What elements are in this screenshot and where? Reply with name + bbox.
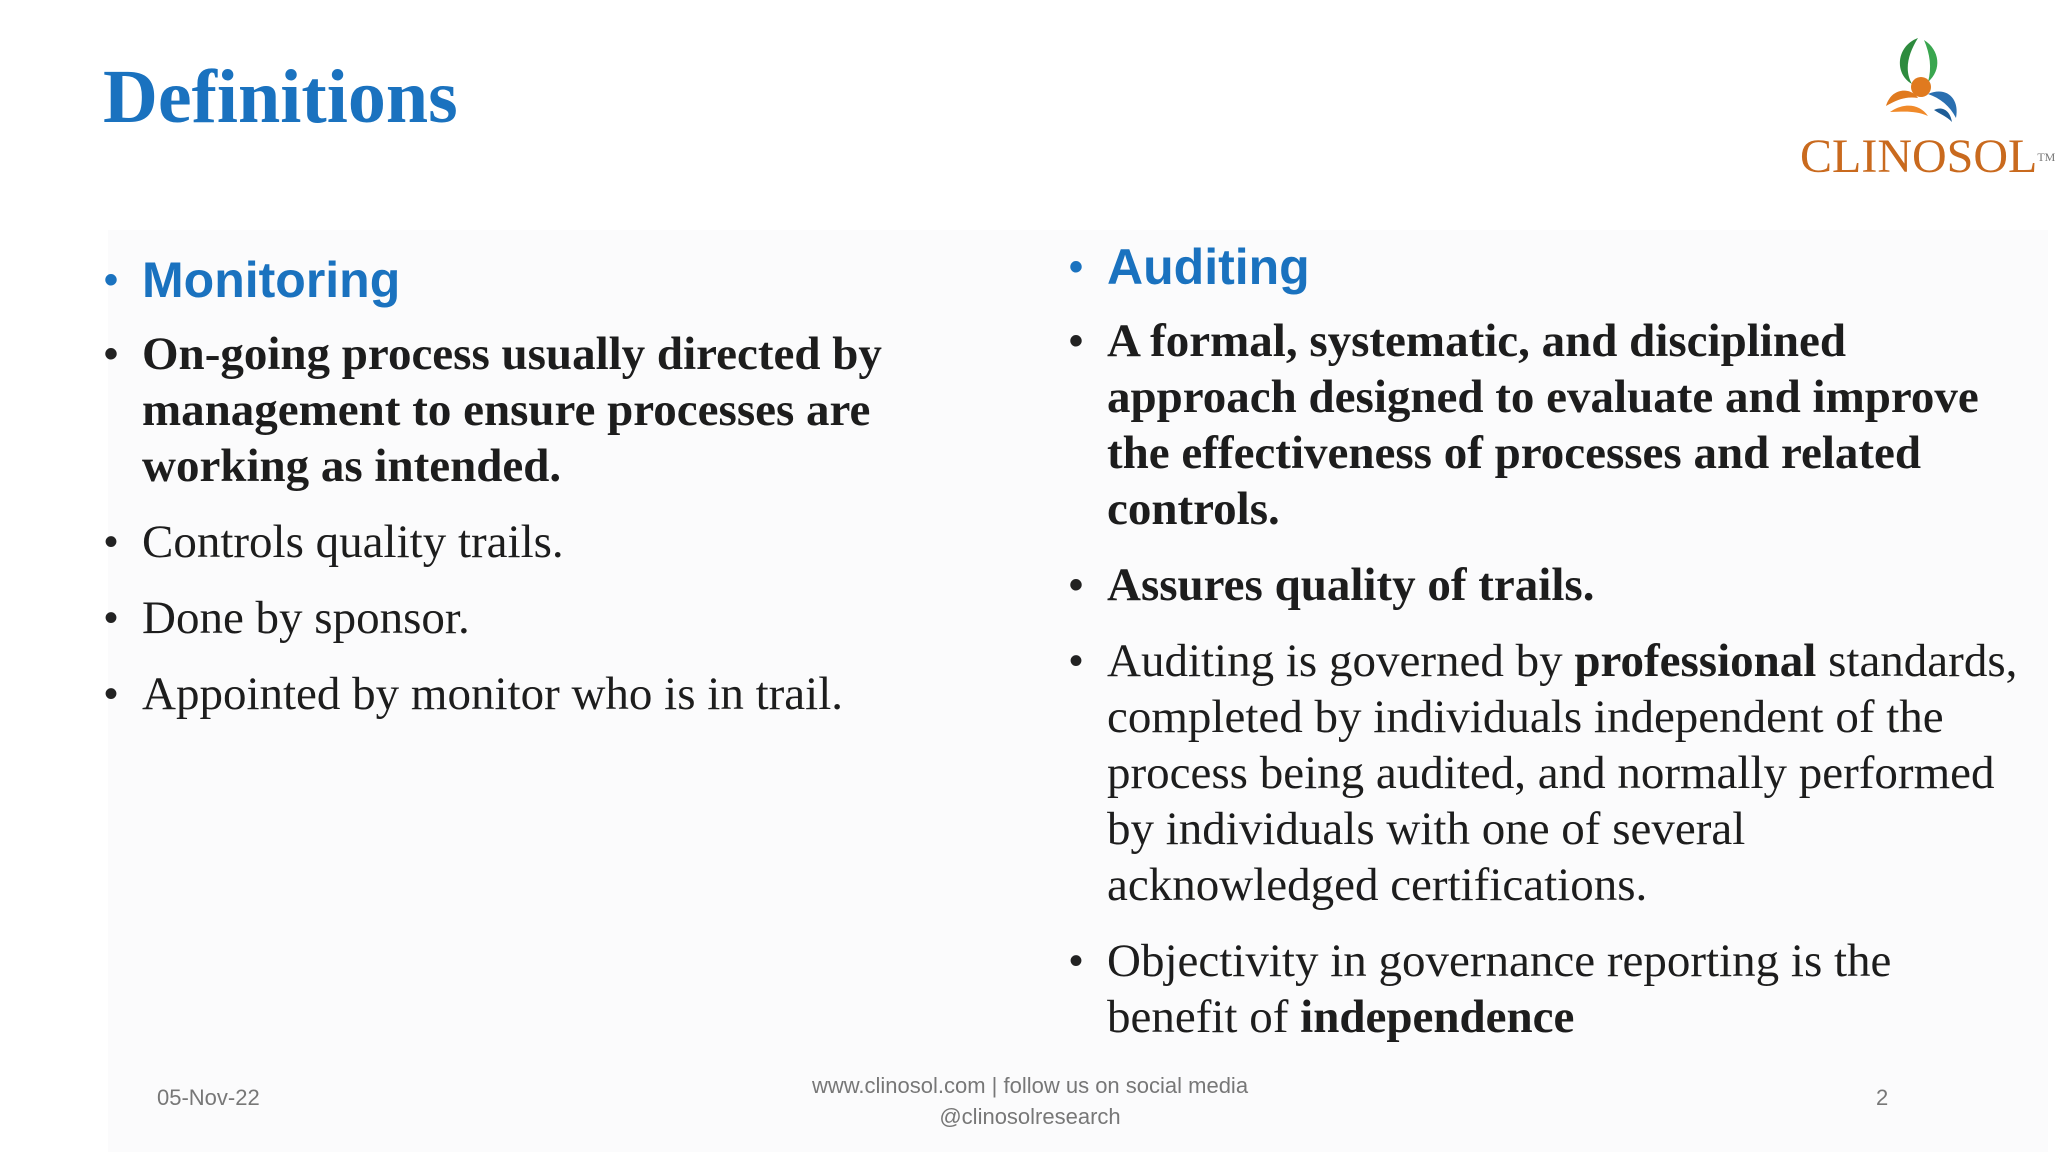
monitoring-point-2: • Controls quality trails. — [100, 514, 890, 570]
footer-date: 05-Nov-22 — [157, 1085, 260, 1110]
auditing-point-4 — [1065, 933, 2025, 1045]
footer-center — [760, 1070, 1300, 1132]
footer-handle: @clinosolresearch — [939, 1104, 1121, 1129]
footer-website: www.clinosol.com | follow us on social media — [811, 1073, 1249, 1098]
footer-page-number: 2 — [1876, 1085, 1889, 1110]
auditing-point-3-text-b: standards, completed by individuals independent of the process being audited, and normally performed by individuals with one of several acknowledged certifications. — [1107, 635, 2018, 911]
slide-title: Definitions — [103, 55, 458, 139]
auditing-point-3 — [1065, 633, 2025, 913]
monitoring-heading: • Monitoring — [100, 250, 890, 310]
monitoring-point-4: • Appointed by monitor who is in trail. — [100, 666, 890, 722]
auditing-point-3-text-a: Auditing is governed by — [1107, 635, 1575, 687]
logo-trademark: TM — [2037, 150, 2055, 164]
auditing-column — [1065, 237, 2025, 1117]
monitoring-point-1: • On-going process usually directed by management to ensure processes are working as intended. — [100, 326, 890, 494]
auditing-point-3-emphasis: professional — [1574, 635, 1817, 687]
auditing-heading: • Auditing — [1065, 237, 2025, 297]
clinosol-logo — [1800, 32, 2055, 183]
logo-wordmark — [1800, 127, 2055, 187]
monitoring-point-3: • Done by sponsor. — [100, 590, 890, 646]
auditing-point-2: • Assures quality of trails. — [1065, 557, 2025, 613]
logo-text: CLINOSOL — [1800, 130, 2038, 183]
logo-emblem-icon — [1800, 32, 2045, 132]
auditing-point-4-emphasis: independence — [1300, 991, 1575, 1043]
monitoring-column — [100, 250, 890, 810]
auditing-point-4-text: Objectivity in governance reporting is the benefit of — [1107, 935, 1892, 1043]
auditing-point-1: • A formal, systematic, and disciplined approach designed to evaluate and improve the effectiveness of processes and related controls. — [1065, 313, 2025, 537]
